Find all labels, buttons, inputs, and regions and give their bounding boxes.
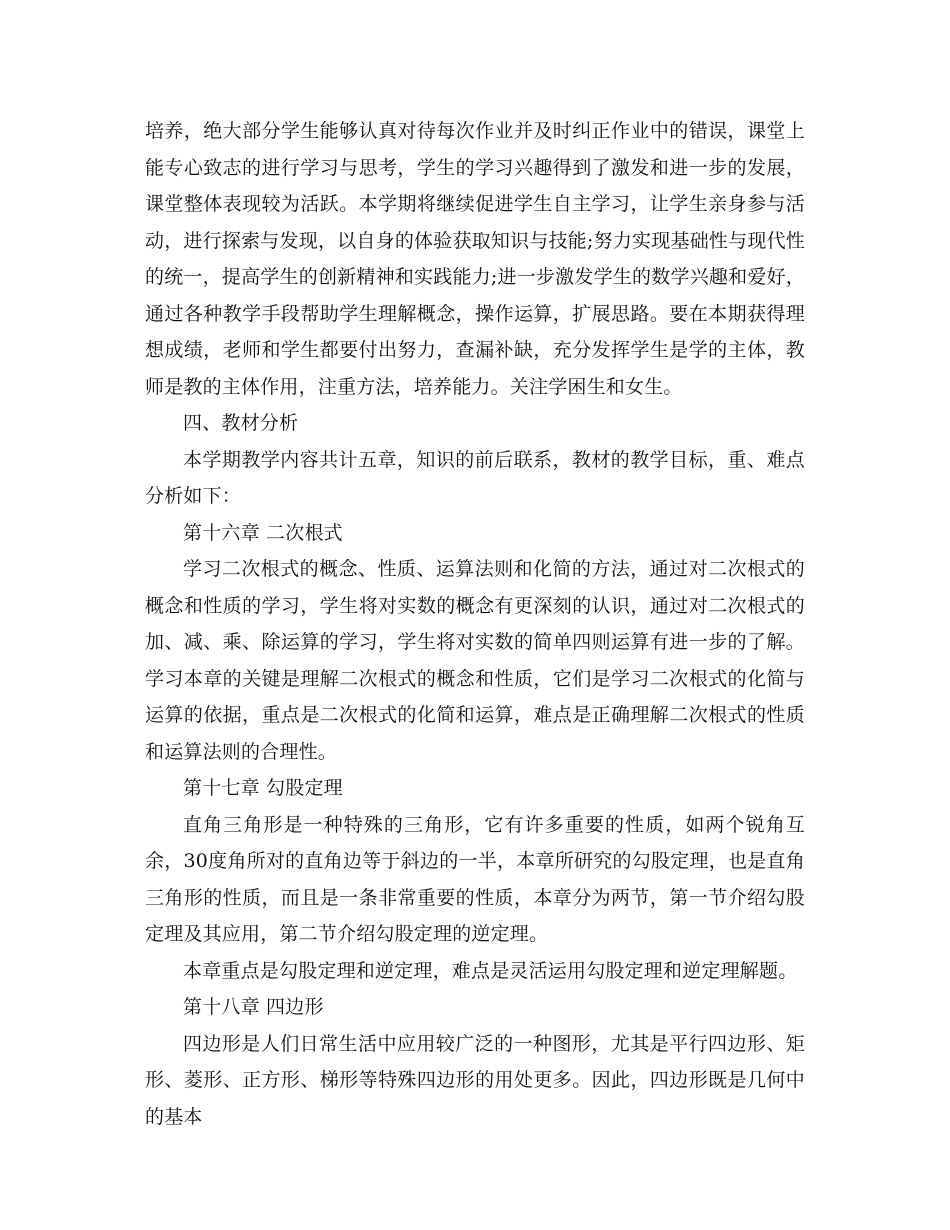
document-body	[145, 113, 805, 1135]
intro-paragraph: 本学期教学内容共计五章，知识的前后联系，教材的教学目标，重、难点分析如下：	[145, 448, 805, 507]
chapter-17-key-points-paragraph: 本章重点是勾股定理和逆定理，难点是灵活运用勾股定理和逆定理解题。	[183, 959, 798, 982]
continuation-paragraph: 培养，绝大部分学生能够认真对待每次作业并及时纠正作业中的错误，课堂上能专心致志的进行学习与思考，学生的学习兴趣得到了激发和进一步的发展，课堂整体表现较为活跃。本学期将继续促进学生自主学习，让学生亲身参与活动，进行探索与发现，以自身的体验获取知识与技能;努力实现基础性与现代性的统一，提高学生的创新精神和实践能力;进一步激发学生的数学兴趣和爱好，通过各种教学手段帮助学生理解概念，操作运算，扩展思路。要在本期获得理想成绩，老师和学生都要付出努力，查漏补缺，充分发挥学生是学的主体，教师是教的主体作用，注重方法，培养能力。关注学困生和女生。	[145, 120, 805, 398]
chapter-16-paragraph: 学习二次根式的概念、性质、运算法则和化简的方法，通过对二次根式的概念和性质的学习，学生将对实数的概念有更深刻的认识，通过对二次根式的加、减、乘、除运算的学习，学生将对实数的简单四则运算有进一步的了解。学习本章的关键是理解二次根式的概念和性质，它们是学习二次根式的化简与运算的依据，重点是二次根式的化简和运算，难点是正确理解二次根式的性质和运算法则的合理性。	[145, 558, 805, 763]
chapter-18-paragraph: 四边形是人们日常生活中应用较广泛的一种图形，尤其是平行四边形、矩形、菱形、正方形、梯形等特殊四边形的用处更多。因此，四边形既是几何中的基本	[145, 1032, 805, 1128]
chapter-heading-18: 第十八章 四边形	[183, 996, 324, 1018]
chapter-heading-17: 第十七章 勾股定理	[183, 777, 343, 799]
chapter-17-paragraph: 直角三角形是一种特殊的三角形，它有许多重要的性质，如两个锐角互余，30度角所对的直角边等于斜边的一半，本章所研究的勾股定理，也是直角三角形的性质，而且是一条非常重要的性质，本章分为两节，第一节介绍勾股定理及其应用，第二节介绍勾股定理的逆定理。	[145, 813, 805, 945]
chapter-heading-16: 第十六章 二次根式	[183, 521, 343, 544]
section-heading-textbook-analysis: 四、教材分析	[183, 412, 299, 434]
